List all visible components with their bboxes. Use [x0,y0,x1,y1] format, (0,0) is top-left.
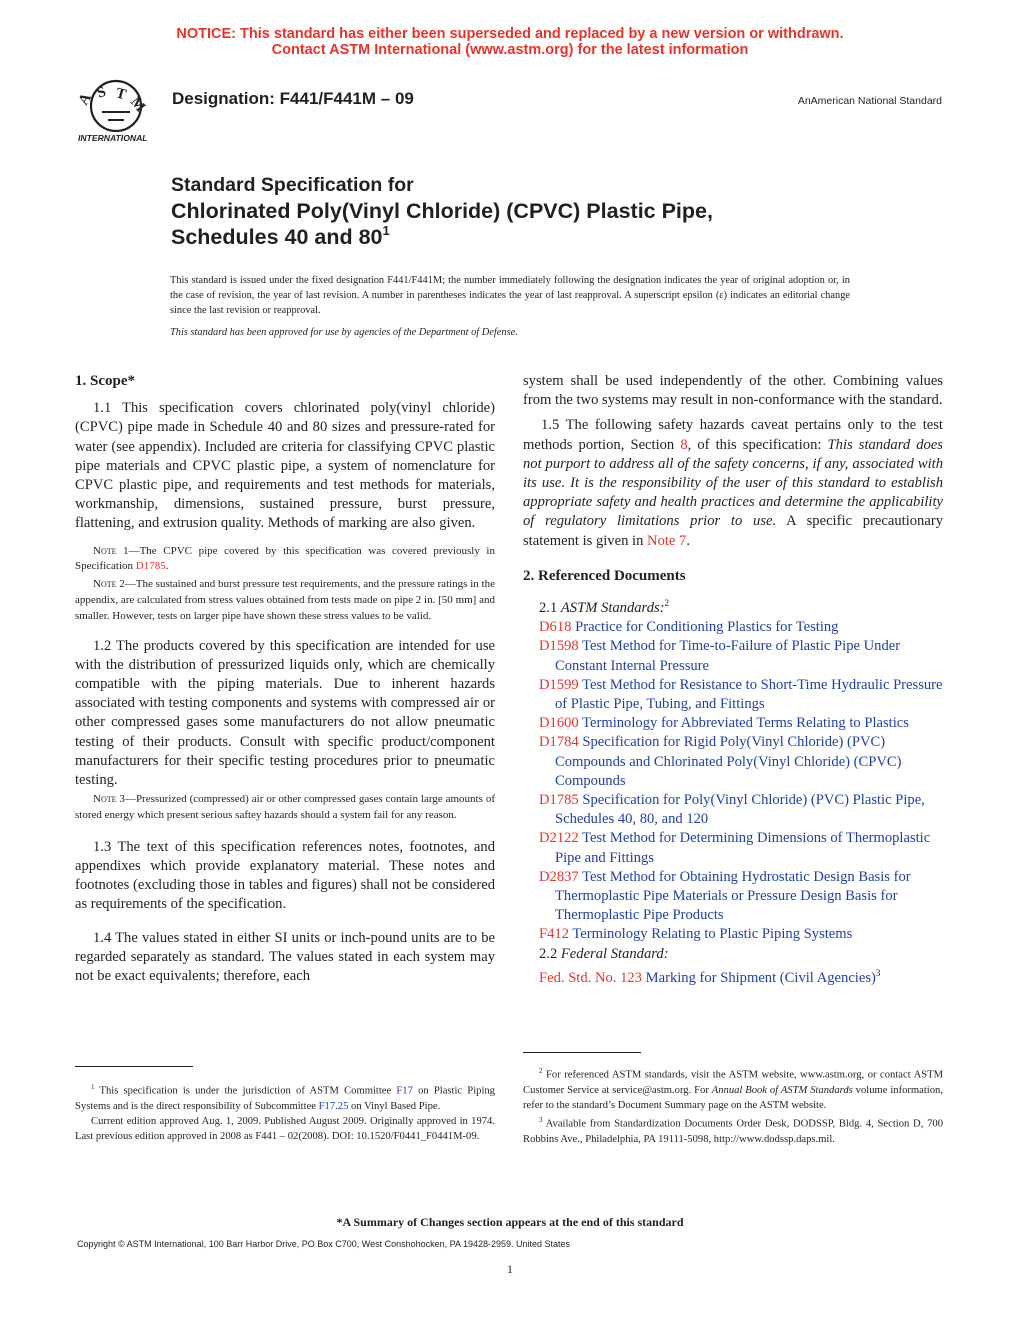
svg-text:T: T [113,85,128,104]
ref-item-d618[interactable] [523,618,943,637]
ref-title[interactable]: Test Method for Determining Dimensions of Thermoplastic Pipe and Fittings [555,830,931,866]
logo-subtitle: INTERNATIONAL [78,133,148,143]
ref-code[interactable]: D1598 [539,638,579,655]
footnote-1: $^1$ This specification is under the jurisdiction of ASTM Committee F17 on Plastic Piping Systems and is the direct responsibility of Subcommittee F17.25 on Vinyl Based Pipe. Current edition approved Aug. 1, 2009. Published August 2009. Originally approved in 1974. Last previous edition approved in 2008 as F441 – 02(2008). DOI: 10.1520/F0441_F0441M-09. [75,1080,495,1144]
ref-item-d1785[interactable] [523,791,943,829]
note-3: Note 3—Pressurized (compressed) air or other compressed gases contain large amounts of stored energy which present serious saftey hazards should a system fail for any reason. [75,793,495,822]
astm-standards-subhead: 2.1 ASTM Standards:$^2$ [539,598,670,616]
ref-item-fed-std-123[interactable]: Fed. Std. No. 123 Marking for Shipment (Civil Agencies)$^3$ [539,967,881,986]
ref-item-f412[interactable] [523,925,943,944]
section-1-heading: 1. Scope* [75,373,135,389]
notice-line-2: Contact ASTM International (www.astm.org) for the latest information [271,42,749,58]
page-number: 1 [507,1262,513,1276]
summary-of-changes-note: *A Summary of Changes section appears at the end of this standard [336,1215,684,1229]
paragraph-1-4: 1.4 The values stated in either SI units or inch-pound units are to be regarded separately as standard. The values stated in each system may not be exact equivalents; therefore, each [75,929,495,985]
svg-text:M: M [126,94,149,116]
right-column [523,372,943,988]
ref-item-d1599[interactable] [523,676,943,714]
ref-title[interactable]: Test Method for Obtaining Hydrostatic Design Basis for Thermoplastic Pipe Materials or Pressure Design Basis for Thermoplastic Pipe Products [555,868,911,924]
ref-code[interactable]: D1785 [539,791,579,808]
intro-paragraph: This standard is issued under the fixed designation F441/F441M; the number immediately following the designation indicates the year of original adoption or, in the case of revision, the year of last revision. A number in parentheses indicates the year of last reapproval. A superscript epsilon (ε) indicates an editorial change since the last revision or reapproval. [170,275,850,316]
ref-code[interactable]: D1784 [539,734,579,751]
ref-title[interactable]: Specification for Poly(Vinyl Chloride) (PVC) Plastic Pipe, Schedules 40, 80, and 120 [555,791,925,828]
title-line-1: Standard Specification for [171,174,414,196]
ref-title[interactable]: Test Method for Time-to-Failure of Plastic Pipe Under Constant Internal Pressure [555,638,901,674]
svg-text:A: A [75,90,95,108]
document-title [171,172,871,250]
designation: Designation: F441/F441M – 09 [172,89,414,108]
svg-text:S: S [94,83,109,102]
notice-line-1: NOTICE: This standard has either been superseded and replaced by a new version or withdrawn. [176,26,844,42]
footnote-1-edition: Current edition approved Aug. 1, 2009. Published August 2009. Originally approved in 1974. Last previous edition approved in 2008 as F441 – 02(2008). DOI: 10.1520/F0441_F0441M-09. [75,1115,495,1143]
link-note-7[interactable]: Note 7 [647,532,687,549]
paragraph-1-1: 1.1 This specification covers chlorinated poly(vinyl chloride) (CPVC) pipe made in Schedule 40 and 80 sizes and pressure-rated for water (see appendix). Included are criteria for classifying CPVC plastic pipe materials and CPVC plastic pipe, a system of nomenclature for CPVC plastic pipe, and requirements and test methods for materials, workmanship, dimensions, sustained pressure, burst pressure, flattening, and extrusion quality. Methods of marking are also given. [75,400,495,532]
footnote-2-3 [523,1064,943,1147]
note-1: Note 1—The CPVC pipe covered by this specification was covered previously in Specification D1785. [75,544,495,573]
footnote-rule-right [523,1052,641,1053]
dod-approval-note: This standard has been approved for use by agencies of the Department of Defense. [170,327,518,338]
ref-item-d1598[interactable] [523,637,943,675]
paragraph-1-5: 1.5 The following safety hazards caveat pertains only to the test methods portion, Section 8, of this specification: This standard does not purport to address all of the safety concerns, if any, associated with its use. It is the responsibility of the user of this standard to establish appropriate safety and health practices and determine the applicability of regulatory limitations prior to use. A specific precautionary statement is given in Note 7. [523,417,943,549]
astm-logo [72,76,162,144]
title-line-2: Chlorinated Poly(Vinyl Chloride) (CPVC) Plastic Pipe, [171,199,713,223]
ref-code[interactable]: F412 [539,926,570,943]
ref-code[interactable]: D618 [539,619,572,636]
ref-title[interactable]: Terminology for Abbreviated Terms Relating to Plastics [582,715,909,732]
link-d1785[interactable]: D1785 [135,560,166,573]
note-2: Note 2—The sustained and burst pressure test requirements, and the pressure ratings in the appendix, are calculated from stress values obtained from tests made on pipe 2 in. [50 mm] and smaller. However, tests on larger pipe have shown these stress values to be valid. [75,578,495,622]
title-line-3: Schedules 40 and $80^1$ [171,223,390,249]
footnote-rule-left [75,1066,193,1067]
title-footnote-mark: 1 [382,223,390,238]
astm-logo-letters [76,84,149,116]
ref-item-d1600[interactable] [523,714,943,733]
left-column [75,372,495,996]
referenced-documents-list [523,618,943,944]
paragraph-1-4-continued: system shall be used independently of the other. Combining values from the two systems may result in non-conformance with the standard. [523,373,943,409]
link-f17-25[interactable]: F17.25 [318,1100,349,1112]
federal-standard-subhead: 2.2 Federal Standard: [539,945,669,962]
ref-code[interactable]: D2837 [539,868,579,885]
section-2-heading: 2. Referenced Documents [523,567,686,584]
ref-code[interactable]: D2122 [539,830,579,847]
link-f17[interactable]: F17 [396,1085,413,1097]
footnote-2: $^2$ For referenced ASTM standards, visit the ASTM website, www.astm.org, or contact ASTM Customer Service at service@astm.org. For Annual Book of ASTM Standards volume information, refer to the standard’s Document Summary page on the ASTM website. [523,1067,943,1111]
copyright-line: Copyright © ASTM International, 100 Barr Harbor Drive, PO Box C700, West Conshohocken, PA 19428-2959. United States [77,1239,571,1249]
paragraph-1-2: 1.2 The products covered by this specification are intended for use with the distribution of pressurized liquids only, which are chemically compatible with the piping materials. Due to inherent hazards associated with testing components and systems with compressed air or other compressed gases some manufacturers do not allow pneumatic testing of their products. Consult with specific product/component manufacturers for their specific testing procedures prior to pneumatic testing. [75,637,495,789]
ref-item-d1784[interactable] [523,733,943,791]
ref-item-d2122[interactable] [523,829,943,867]
ref-code[interactable]: D1599 [539,676,579,693]
supersession-notice [0,26,1020,58]
ref-title[interactable]: Practice for Conditioning Plastics for Testing [575,619,839,636]
footnote-3: $^3$ Available from Standardization Documents Order Desk, DODSSP, Bldg. 4, Section D, 700 Robbins Ave., Philadelphia, PA 19111-5098, http://www.dodssp.daps.mil. [523,1116,943,1145]
ref-title[interactable]: Test Method for Resistance to Short-Time Hydraulic Pressure of Plastic Pipe, Tubing, and Fittings [555,676,943,712]
ref-title[interactable]: Specification for Rigid Poly(Vinyl Chloride) (PVC) Compounds and Chlorinated Poly(Vinyl Chloride) (CPVC) Compounds [555,734,902,789]
link-section-8[interactable]: 8 [680,436,688,453]
ref-title[interactable]: Terminology Relating to Plastic Piping Systems [572,926,853,943]
american-national-standard: AnAmerican National Standard [797,95,942,107]
paragraph-1-3: 1.3 The text of this specification references notes, footnotes, and appendixes which provide explanatory material. These notes and footnotes (excluding those in tables and figures) shall not be considered as requirements of the specification. [75,838,495,913]
ref-item-d2837[interactable] [523,868,943,926]
ref-code[interactable]: D1600 [539,715,579,732]
